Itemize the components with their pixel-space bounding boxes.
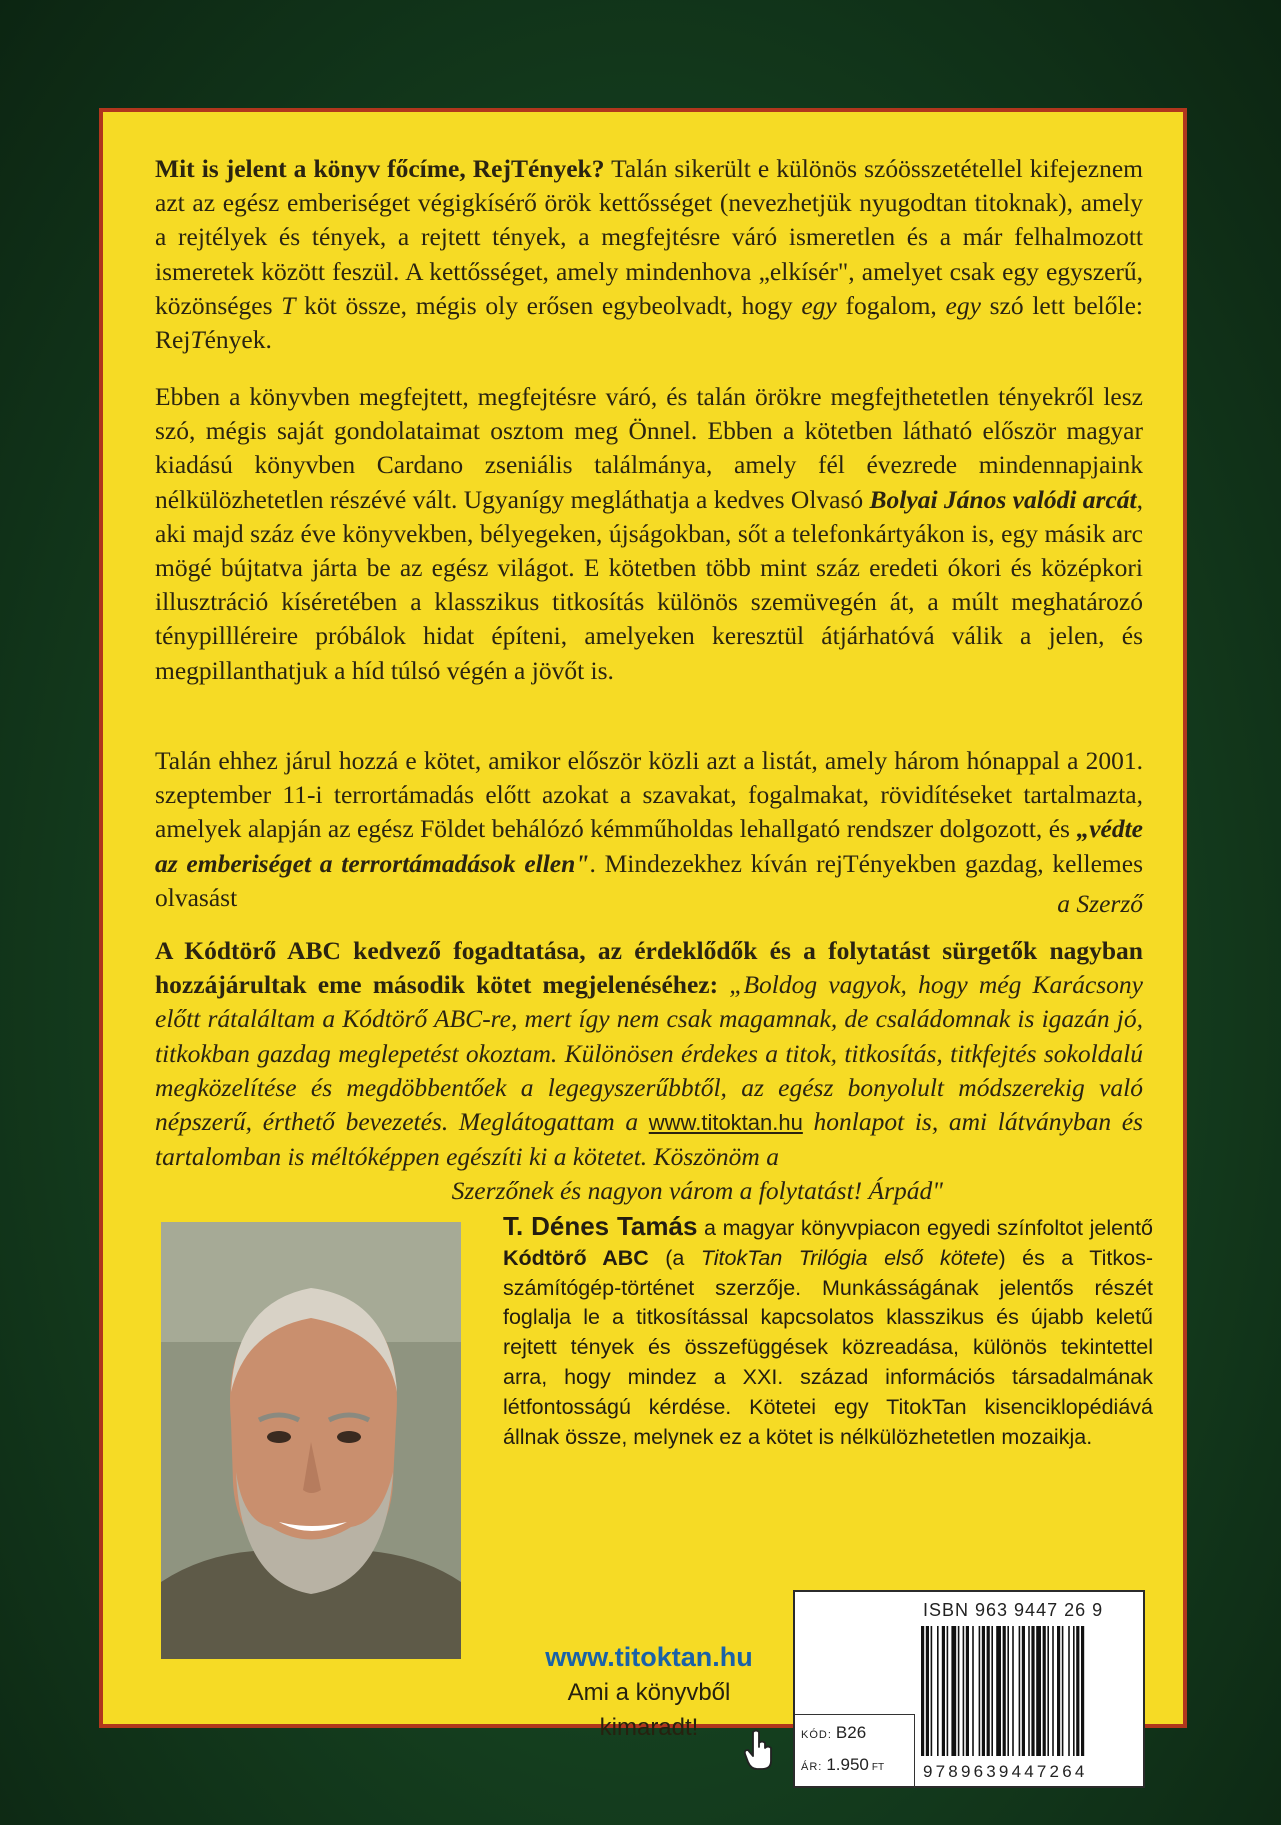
intro-lead: Mit is jelent a könyv főcíme, RejTények?	[155, 154, 605, 183]
para2-highlight: Bolyai János valódi arcát	[869, 484, 1137, 514]
website-url[interactable]: www.titoktan.hu	[545, 1642, 753, 1672]
price-label: ÁR:	[801, 1761, 823, 1773]
barcode-bar	[958, 1626, 960, 1756]
barcode-bar	[1076, 1626, 1079, 1756]
bio-series: TitokTan Trilógia első kötete	[700, 1245, 999, 1270]
price-row	[801, 1755, 884, 1775]
barcode-bar	[1052, 1626, 1054, 1756]
para3-text-1: Talán ehhez járul hozzá e kötet, amikor először közli azt a listát, amely három hónappal a 2001. szeptember 11-i terrortámadás előtt azokat a szavakat, fogalmakat, rövidítéseket tartalmazta, amelyek alapján az egész Földet behálózó kémműholdas lehallgató rendszer dolgozott, és	[155, 746, 1143, 844]
barcode-bar	[1057, 1626, 1060, 1756]
letter-last-line: Szerzőnek és nagyon várom a folytatást! Árpád"	[451, 1176, 943, 1206]
intro-text-3: fogalom,	[836, 290, 946, 320]
letter-website-link[interactable]: www.titoktan.hu	[648, 1110, 803, 1136]
code-row	[801, 1723, 866, 1743]
barcode-bar	[947, 1626, 949, 1756]
barcode-digits: 9789639447264	[923, 1762, 1088, 1781]
barcode-bar	[942, 1626, 945, 1756]
barcode-bar	[1068, 1626, 1070, 1756]
isbn-number: ISBN 963 9447 26 9	[923, 1600, 1104, 1620]
author-photo	[161, 1222, 461, 1659]
barcode-bar	[996, 1626, 1001, 1756]
back-cover-panel	[99, 108, 1187, 1781]
bio-text-2: (a	[648, 1245, 701, 1270]
hand-pointer-icon	[743, 1729, 775, 1771]
barcode-bar	[987, 1626, 990, 1756]
bio-text-3: ) és a Titkos-számítógép-történet szerzője. Munkásságának jelentős részét foglalja le a titkosítással kapcsolatos klasszikus és újabb keletű rejtett tények és összefüggések közreadása, különös tekintettel arra, hogy mindez a XXI. század információs társadalmának létfontosságú kérdése. Kötetei egy TitokTan kisenciklopédiává állnak össze, melynek ez a kötet is nélkülözhetetlen mozaikja.	[503, 1245, 1153, 1449]
letter-intro: A Kódtörő ABC kedvező fogadtatása, az érdeklődők és a folytatást sürgetők nagyban hozzájárultak eme második kötet megjelenéséhez:	[155, 936, 1143, 1000]
price-value: 1.950	[826, 1755, 869, 1774]
author-signature: a Szerző	[1057, 888, 1143, 918]
bio-text-1: a magyar könyvpiacon egyedi színfoltot jelentő	[697, 1216, 1153, 1240]
barcode-bar	[1036, 1626, 1041, 1756]
barcode-bar	[972, 1626, 974, 1756]
barcode-bar	[1007, 1626, 1009, 1756]
barcode-box	[793, 1590, 1145, 1788]
barcode-bar	[921, 1626, 924, 1756]
barcode-bar	[1043, 1626, 1046, 1756]
barcode-bar	[1081, 1626, 1084, 1756]
author-portrait-illustration	[161, 1222, 461, 1659]
author-name: T. Dénes Tamás	[503, 1211, 698, 1241]
barcode-bar	[937, 1626, 939, 1756]
barcode-bar	[1028, 1626, 1030, 1756]
barcode-bar	[1073, 1626, 1075, 1756]
second-paragraph	[155, 380, 1143, 688]
barcode-bar	[979, 1626, 981, 1756]
barcode-bar	[1003, 1626, 1006, 1756]
intro-egy-1: egy	[801, 290, 837, 320]
para2-text-2: , aki majd száz éve könyvekben, bélyegeken, újságokban, sőt a telefonkártyákon is, egy másik arc mögé bújtatva járta be az egész világot. E kötetben több mint száz eredeti ókori és középkori illusztráció kíséretében a klasszikus titkosítás különös szemüvegén át, a múlt meghatározó ténypillléreire próbálok hidat építeni, amelyeken keresztül átjárhatóvá válik a jelen, és megpillanthatjuk a híd túlsó végén a jövőt is.	[155, 484, 1143, 685]
barcode-bar	[1031, 1626, 1034, 1756]
barcode-bar	[1012, 1626, 1014, 1756]
letter-quote-2: honlapot is, ami látványban és tartalomban is méltóképpen egészíti ki a kötetet. Köszönöm a	[155, 1107, 1143, 1172]
barcode-bar	[1047, 1626, 1049, 1756]
barcode-bar	[966, 1626, 969, 1756]
intro-text-5: ények.	[204, 325, 272, 355]
website-tagline-2: kimaradt!	[599, 1714, 699, 1741]
barcode-bar	[926, 1626, 929, 1756]
barcode-bar	[991, 1626, 993, 1756]
barcode-bar	[1019, 1626, 1021, 1756]
third-paragraph	[155, 744, 1143, 921]
code-value: B26	[835, 1723, 867, 1742]
reader-letter	[155, 934, 1143, 1209]
price-unit: FT	[871, 1762, 885, 1773]
para3-text-2: . Mindezekhez kíván rejTényekben gazdag, kellemes olvasást	[155, 848, 1143, 912]
letter-quote-1: „Boldog vagyok, hogy még Karácsony előtt rátaláltam a Kódtörő ABC-re, mert így nem csak magamnak, de családomnak is igazán jó, titkokban gazdag meglepetést okoztam. Különösen érdekes a titok, titkosítás, titkfejtés sokoldalú megközelítése és megdöbbentőek a legegyszerűbbtől, az egész bonyolult módszerekig való népszerű, érthető bevezetés. Meglátogattam a	[155, 970, 1143, 1137]
barcode-bars	[921, 1626, 1137, 1756]
website-promo	[499, 1642, 799, 1743]
author-bio	[503, 1212, 1153, 1452]
para3-highlight: „védte az emberiséget a terrortámadások ellen"	[155, 814, 1143, 878]
intro-text-2: köt össze, mégis oly erősen egybeolvadt, hogy	[295, 290, 802, 320]
intro-text-1: Talán sikerült e különös szóösszetétellel kifejeznem azt az egész emberiséget végigkísérő örök kettősséget (nevezhetjük nyugodtan titoknak), amely a rejtélyek és tények, a rejtett tények, a megfejtésre váró ismeretlen és a már felhalmozott ismeretek között feszül. A kettősséget, amely mindenhova „elkísér", amelyet csak egy egyszerű, közönséges	[155, 154, 1143, 320]
barcode-bar	[963, 1626, 965, 1756]
para2-text-1: Ebben a könyvben megfejtett, megfejtésre váró, és talán örökre megfejthetetlen tényekről lesz szó, mégis saját gondolataimat osztom meg Önnel. Ebben a kötetben látható először magyar kiadású könyvben Cardano zseniális találmánya, amely fél évezrede mindennapjaink nélkülözhetetlen részévé vált. Ugyanígy megláthatja a kedves Olvasó	[155, 382, 1143, 514]
intro-paragraph	[155, 152, 1143, 357]
barcode-bar	[1022, 1626, 1025, 1756]
barcode-bar	[931, 1626, 933, 1756]
intro-text-4: szó lett belőle: Rej	[155, 290, 1143, 355]
barcode-bar	[1062, 1626, 1064, 1756]
intro-t-word: T	[190, 325, 205, 355]
price-code-box	[795, 1714, 915, 1788]
website-tagline-1: Ami a könyvből	[567, 1679, 731, 1706]
intro-egy-2: egy	[945, 290, 981, 320]
code-label: KÓD:	[801, 1729, 832, 1741]
bio-book-title: Kódtörő ABC	[503, 1245, 649, 1270]
barcode-bar	[982, 1626, 985, 1756]
barcode-bar	[951, 1626, 956, 1756]
intro-t-letter: T	[281, 290, 296, 320]
